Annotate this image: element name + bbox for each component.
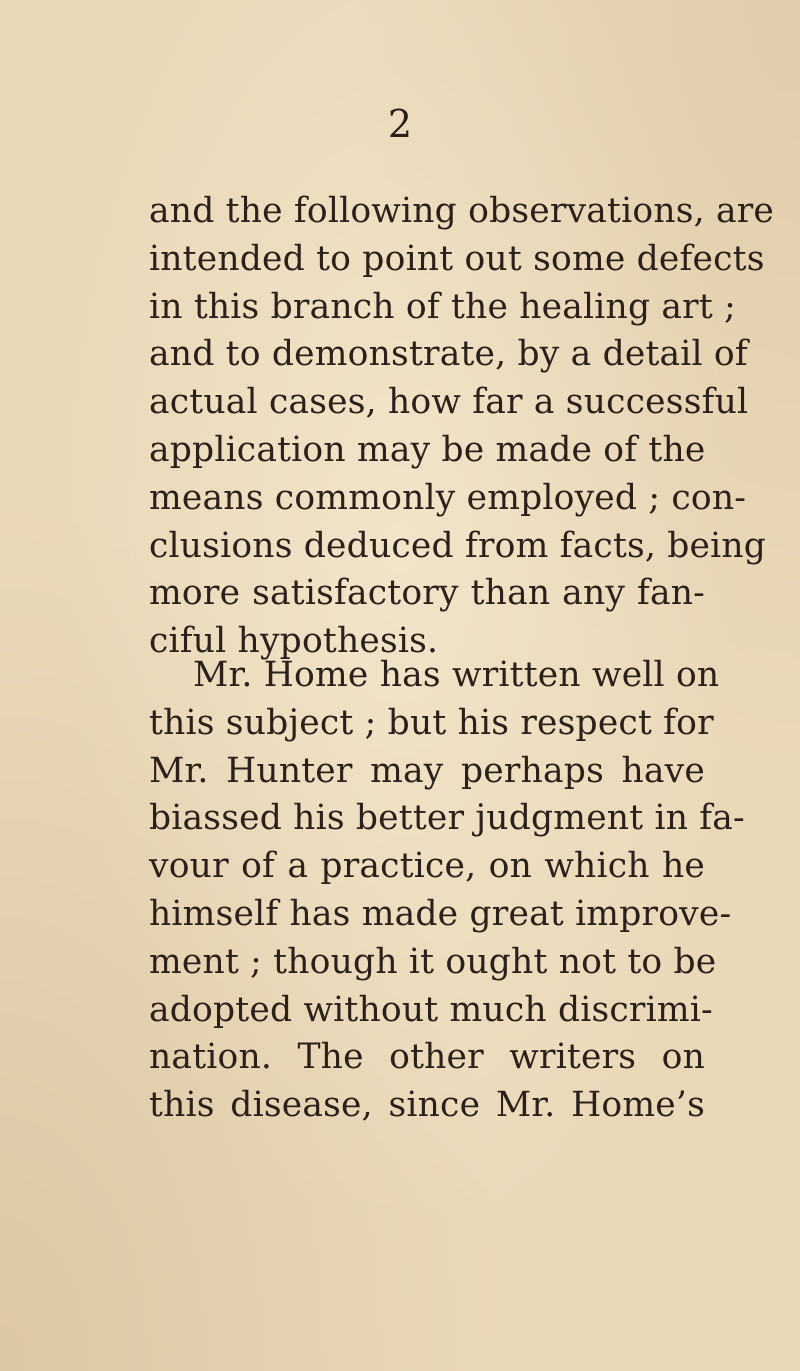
paragraph-1 — [149, 188, 775, 666]
text-line: and the following observations, are — [149, 191, 775, 231]
text-line: biassed his better judgment in fa- — [149, 798, 745, 839]
text-line: application may be made of the — [149, 429, 706, 470]
text-line: Mr. Hunter may perhaps have — [149, 750, 705, 791]
paragraph-2 — [149, 652, 745, 1130]
text-line: clusions deduced from facts, being — [149, 525, 767, 566]
text-line: vour of a practice, on which he — [149, 846, 705, 887]
text-line: ciful hypothesis. — [149, 621, 439, 662]
page-number: 2 — [387, 102, 413, 146]
text-line: means commonly employed ; con- — [149, 477, 747, 518]
text-line: nation. The other writers on — [149, 1037, 705, 1078]
text-line: more satisfactory than any fan- — [149, 573, 705, 614]
text-line: ment ; though it ought not to be — [149, 941, 717, 982]
text-line: himself has made great improve- — [149, 893, 732, 934]
text-line: in this branch of the healing art ; — [149, 286, 736, 327]
text-line: this subject ; but his respect for — [149, 702, 714, 743]
text-line: actual cases, how far a successful — [149, 382, 749, 423]
text-line: this disease, since Mr. Home’s — [149, 1085, 705, 1126]
text-line: adopted without much discrimi- — [149, 989, 713, 1030]
text-line: and to demonstrate, by a detail of — [149, 334, 748, 375]
text-line: intended to point out some defects — [149, 238, 765, 279]
text-line: Mr. Home has written well on — [193, 655, 720, 695]
